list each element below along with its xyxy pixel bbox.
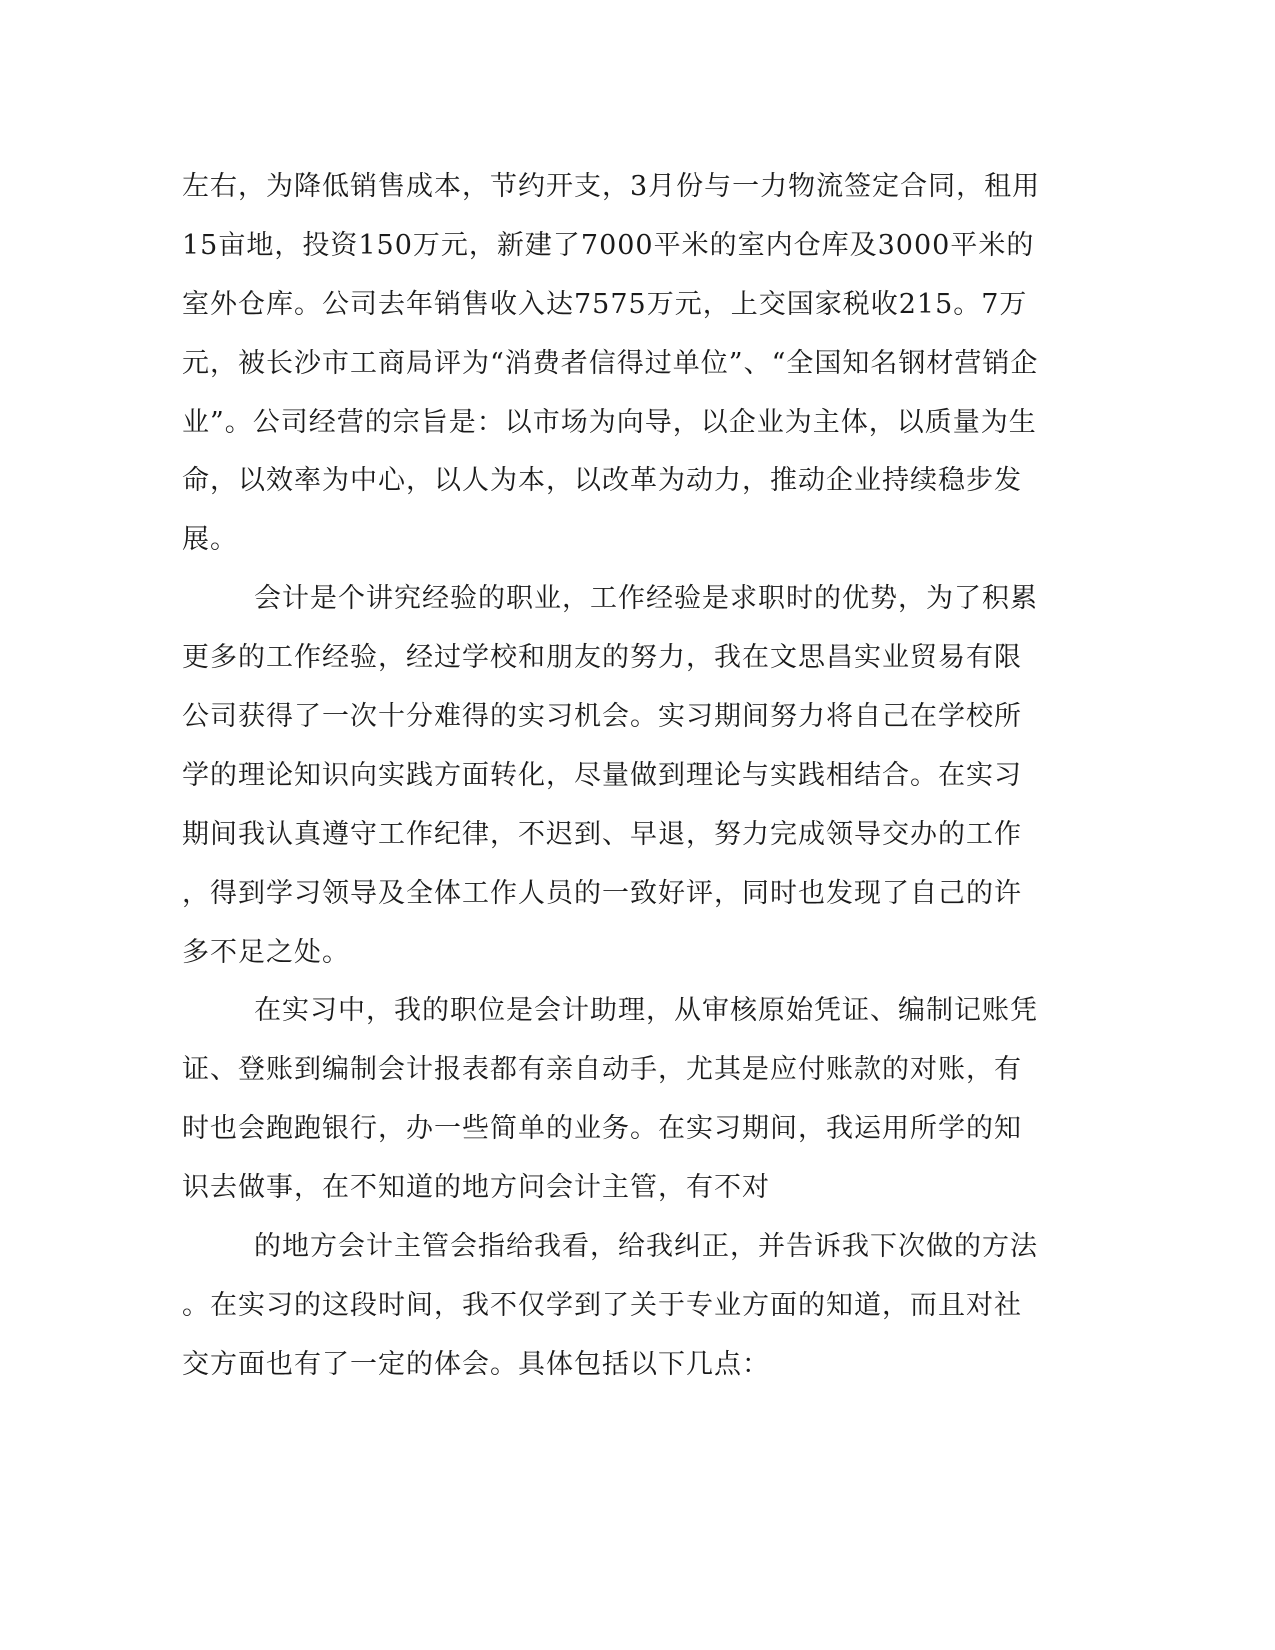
text-line: 左右，为降低销售成本，节约开支，3月份与一力物流签定合同，租用 — [182, 171, 1041, 202]
text-line: 学的理论知识向实践方面转化，尽量做到理论与实践相结合。在实习 — [182, 759, 1022, 791]
text-line: 期间我认真遵守工作纪律，不迟到、早退，努力完成领导交办的工作 — [182, 818, 1022, 850]
text-line: 时也会跑跑银行，办一些简单的业务。在实习期间，我运用所学的知 — [182, 1113, 1022, 1145]
paragraph-first-line: 的地方会计主管会指给我看，给我纠正，并告诉我下次做的方法 — [254, 1231, 1038, 1263]
text-line: 展。 — [182, 524, 238, 556]
text-line: 命，以效率为中心，以人为本，以改革为动力，推动企业持续稳步发 — [182, 465, 1022, 497]
text-line: 室外仓库。公司去年销售收入达7575万元，上交国家税收215。7万 — [182, 288, 1028, 320]
text-line: 多不足之处。 — [182, 936, 350, 968]
text-line: 交方面也有了一定的体会。具体包括以下几点： — [182, 1348, 770, 1380]
text-line: 元，被长沙市工商局评为“消费者信得过单位”、“全国知名钢材营销企 — [182, 347, 1039, 379]
body-text — [182, 158, 1062, 1395]
text-line: ，得到学习领导及全体工作人员的一致好评，同时也发现了自己的许 — [182, 877, 1022, 909]
text-line: 证、登账到编制会计报表都有亲自动手，尤其是应付账款的对账，有 — [182, 1054, 1022, 1086]
text-line: 更多的工作经验，经过学校和朋友的努力，我在文思昌实业贸易有限 — [182, 642, 1022, 674]
paragraph-first-line: 在实习中，我的职位是会计助理，从审核原始凭证、编制记账凭 — [254, 995, 1038, 1027]
text-line: 。在实习的这段时间，我不仅学到了关于专业方面的知道，而且对社 — [182, 1289, 1022, 1321]
text-line: 公司获得了一次十分难得的实习机会。实习期间努力将自己在学校所 — [182, 701, 1022, 733]
text-line: 识去做事，在不知道的地方问会计主管，有不对 — [182, 1172, 770, 1204]
text-line: 业”。公司经营的宗旨是：以市场为向导，以企业为主体，以质量为生 — [182, 406, 1037, 438]
paragraph-first-line: 会计是个讲究经验的职业，工作经验是求职时的优势，为了积累 — [254, 583, 1038, 615]
text-line: 15亩地，投资150万元，新建了7000平米的室内仓库及3000平米的 — [182, 229, 1035, 261]
